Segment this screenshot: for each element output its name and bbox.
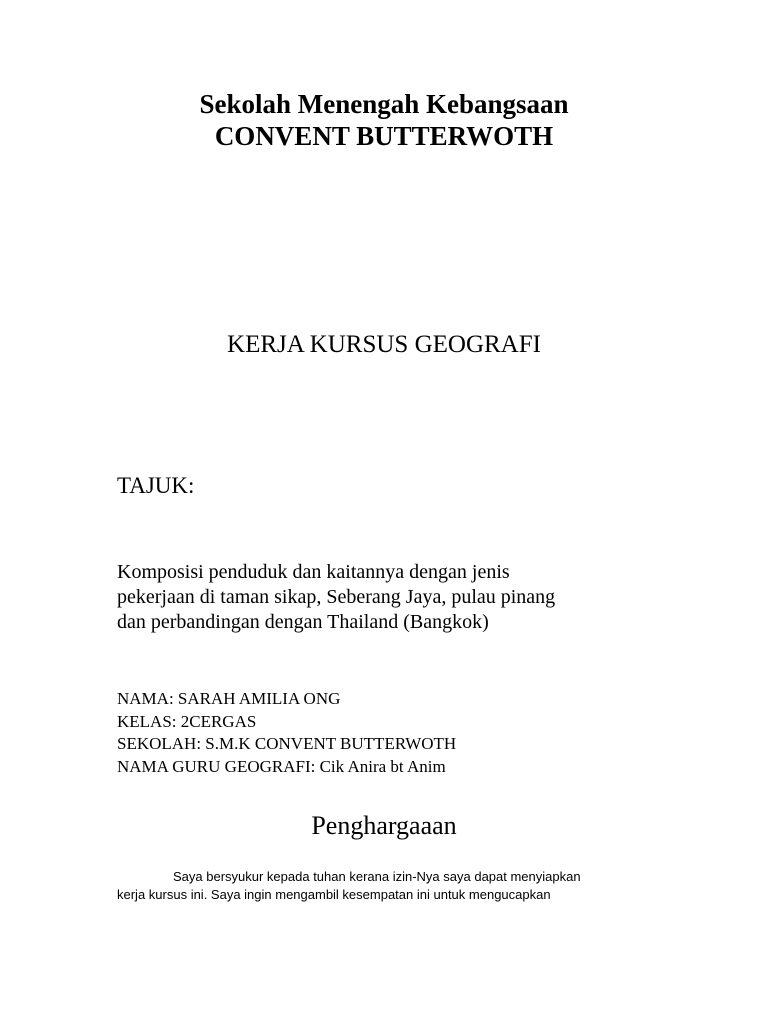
topic-line-2: pekerjaan di taman sikap, Seberang Jaya, pulau pinang [117,586,556,608]
topic-line-1: Komposisi penduduk dan kaitannya dengan jenis [117,561,510,583]
course-title: KERJA KURSUS GEOGRAFI [227,331,541,358]
student-name: NAMA: SARAH AMILIA ONG [117,689,341,708]
student-details [117,688,456,778]
acknowledgement-body [117,868,657,904]
student-school: SEKOLAH: S.M.K CONVENT BUTTERWOTH [117,734,457,753]
student-class: KELAS: 2CERGAS [117,711,257,731]
acknowledgement-heading: Penghargaaan [311,811,457,840]
school-name-line-1: Sekolah Menengah Kebangsaan [199,89,569,119]
topic-text [117,560,637,635]
teacher-name: NAMA GURU GEOGRAFI: Cik Anira bt Anim [117,756,446,776]
topic-line-3: dan perbandingan dengan Thailand (Bangkok) [117,611,489,633]
acknowledgement-line-2: kerja kursus ini. Saya ingin mengambil kesempatan ini untuk mengucapkan [117,887,551,902]
school-name-heading [0,88,768,152]
acknowledgement-line-1: Saya bersyukur kepada tuhan kerana izin-Nya saya dapat menyiapkan [173,869,581,884]
topic-label: TAJUK: [117,473,195,498]
school-name-line-2: CONVENT BUTTERWOTH [214,121,554,151]
